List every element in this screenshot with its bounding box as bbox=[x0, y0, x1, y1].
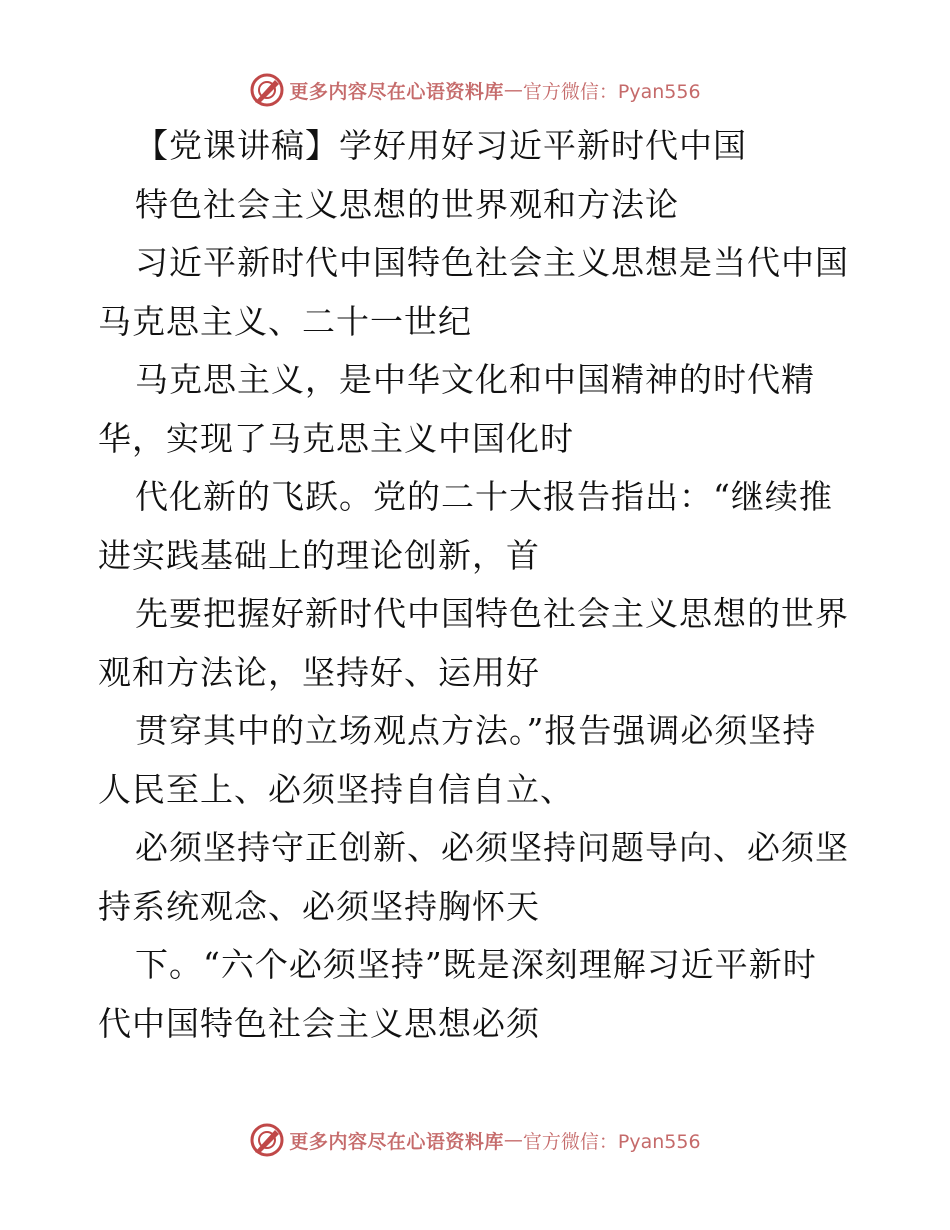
paragraph-line: 必须坚持守正创新、必须坚持问题导向、必须坚 bbox=[135, 828, 849, 867]
paragraph-line: 马克思主义、二十一世纪 bbox=[98, 302, 472, 341]
paragraph-line: 代中国特色社会主义思想必须 bbox=[98, 1004, 540, 1043]
header-watermark bbox=[0, 70, 950, 110]
document-title-line-2: 特色社会主义思想的世界观和方法论 bbox=[135, 185, 679, 224]
watermark-separator: — bbox=[503, 1129, 523, 1151]
watermark-wechat-text: 官方微信：Pyan556 bbox=[522, 80, 701, 103]
paragraph-line: 观和方法论，坚持好、运用好 bbox=[98, 653, 540, 692]
document-title-line-1: 【党课讲稿】学好用好习近平新时代中国 bbox=[135, 126, 747, 165]
paragraph-line: 华，实现了马克思主义中国化时 bbox=[98, 419, 574, 458]
paragraph-line: 贯穿其中的立场观点方法。”报告强调必须坚持 bbox=[135, 711, 817, 750]
watermark-site-text: 更多内容尽在心语资料库 bbox=[289, 1130, 504, 1153]
paragraph-line: 习近平新时代中国特色社会主义思想是当代中国 bbox=[135, 243, 849, 282]
paragraph-line: 代化新的飞跃。党的二十大报告指出：“继续推 bbox=[135, 477, 833, 516]
paragraph-line: 进实践基础上的理论创新，首 bbox=[98, 536, 540, 575]
paragraph-line: 持系统观念、必须坚持胸怀天 bbox=[98, 887, 540, 926]
paragraph-line: 先要把握好新时代中国特色社会主义思想的世界 bbox=[135, 594, 849, 633]
paragraph-line: 下。“六个必须坚持”既是深刻理解习近平新时 bbox=[135, 945, 817, 984]
watermark-wechat-text: 官方微信：Pyan556 bbox=[522, 1130, 701, 1153]
paragraph-line: 人民至上、必须坚持自信自立、 bbox=[98, 770, 574, 809]
footer-watermark bbox=[0, 1120, 950, 1160]
brand-logo-icon bbox=[249, 72, 285, 108]
paragraph-line: 马克思主义，是中华文化和中国精神的时代精 bbox=[135, 360, 815, 399]
brand-logo-icon bbox=[249, 1122, 285, 1158]
watermark-site-text: 更多内容尽在心语资料库 bbox=[289, 80, 504, 103]
watermark-separator: — bbox=[503, 79, 523, 101]
